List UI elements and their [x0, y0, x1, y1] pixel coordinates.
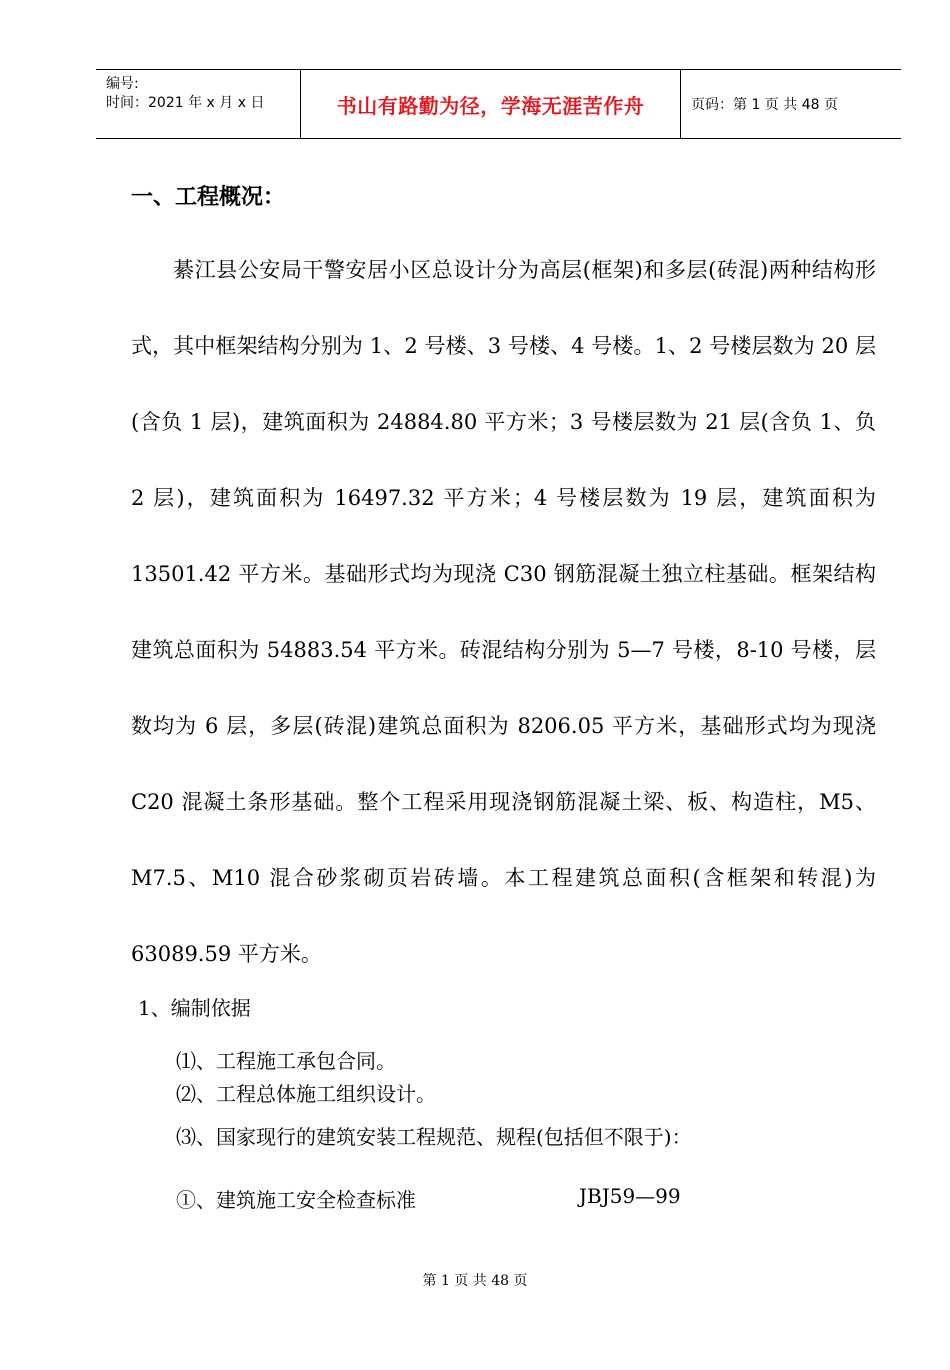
standard-name: ①、建筑施工安全检查标准 — [176, 1188, 416, 1212]
header-meta-cell — [96, 70, 301, 138]
section-title: 一、工程概况： — [131, 185, 286, 210]
basis-item-contract: ⑴、工程施工承包合同。 — [176, 1049, 396, 1073]
page-footer: 第 1 页 共 48 页 — [422, 1273, 528, 1289]
overview-paragraph: 綦江县公安局干警安居小区总设计分为高层(框架)和多层(砖混)两种结构形式，其中框架结构分别为 1、2 号楼、3 号楼、4 号楼。1、2 号楼层数为 20 层(含负 1 层)，建筑面积为 24884.80 平方米；3 号楼层数为 21 层(含负 1、负 2 层)，建筑面积为 16497.32 平方米；4 号楼层数为 19 层，建筑面积为 13501.42 平方米。基础形式均为现浇 C30 钢筋混凝土独立柱基础。框架结构建筑总面积为 54883.54 平方米。砖混结构分别为 5—7 号楼，8-10 号楼，层数均为 6 层，多层(砖混)建筑总面积为 8206.05 平方米，基础形式均为现浇 C20 混凝土条形基础。整个工程采用现浇钢筋混凝土梁、板、构造柱，M5、M7.5、M10 混合砂浆砌页岩砖墙。本工程建筑总面积(含框架和转混)为 63089.59 平方米。 — [131, 258, 876, 966]
standard-code: JBJ59—99 — [579, 1184, 681, 1208]
header-page-info: 页码：第 1 页 共 48 页 — [691, 97, 838, 113]
document-header — [96, 69, 901, 139]
time-label: 时间：2021 年 x 月 x 日 — [106, 95, 265, 111]
basis-item-codes: ⑶、国家现行的建筑安装工程规范、规程(包括但不限于)： — [176, 1125, 692, 1149]
header-motto: 书山有路勤为径，学海无涯苦作舟 — [301, 70, 681, 138]
standard-item — [176, 1184, 681, 1213]
serial-number-label: 编号: — [106, 76, 139, 92]
basis-item-design: ⑵、工程总体施工组织设计。 — [176, 1082, 436, 1106]
basis-heading: 1、编制依据 — [138, 996, 251, 1020]
